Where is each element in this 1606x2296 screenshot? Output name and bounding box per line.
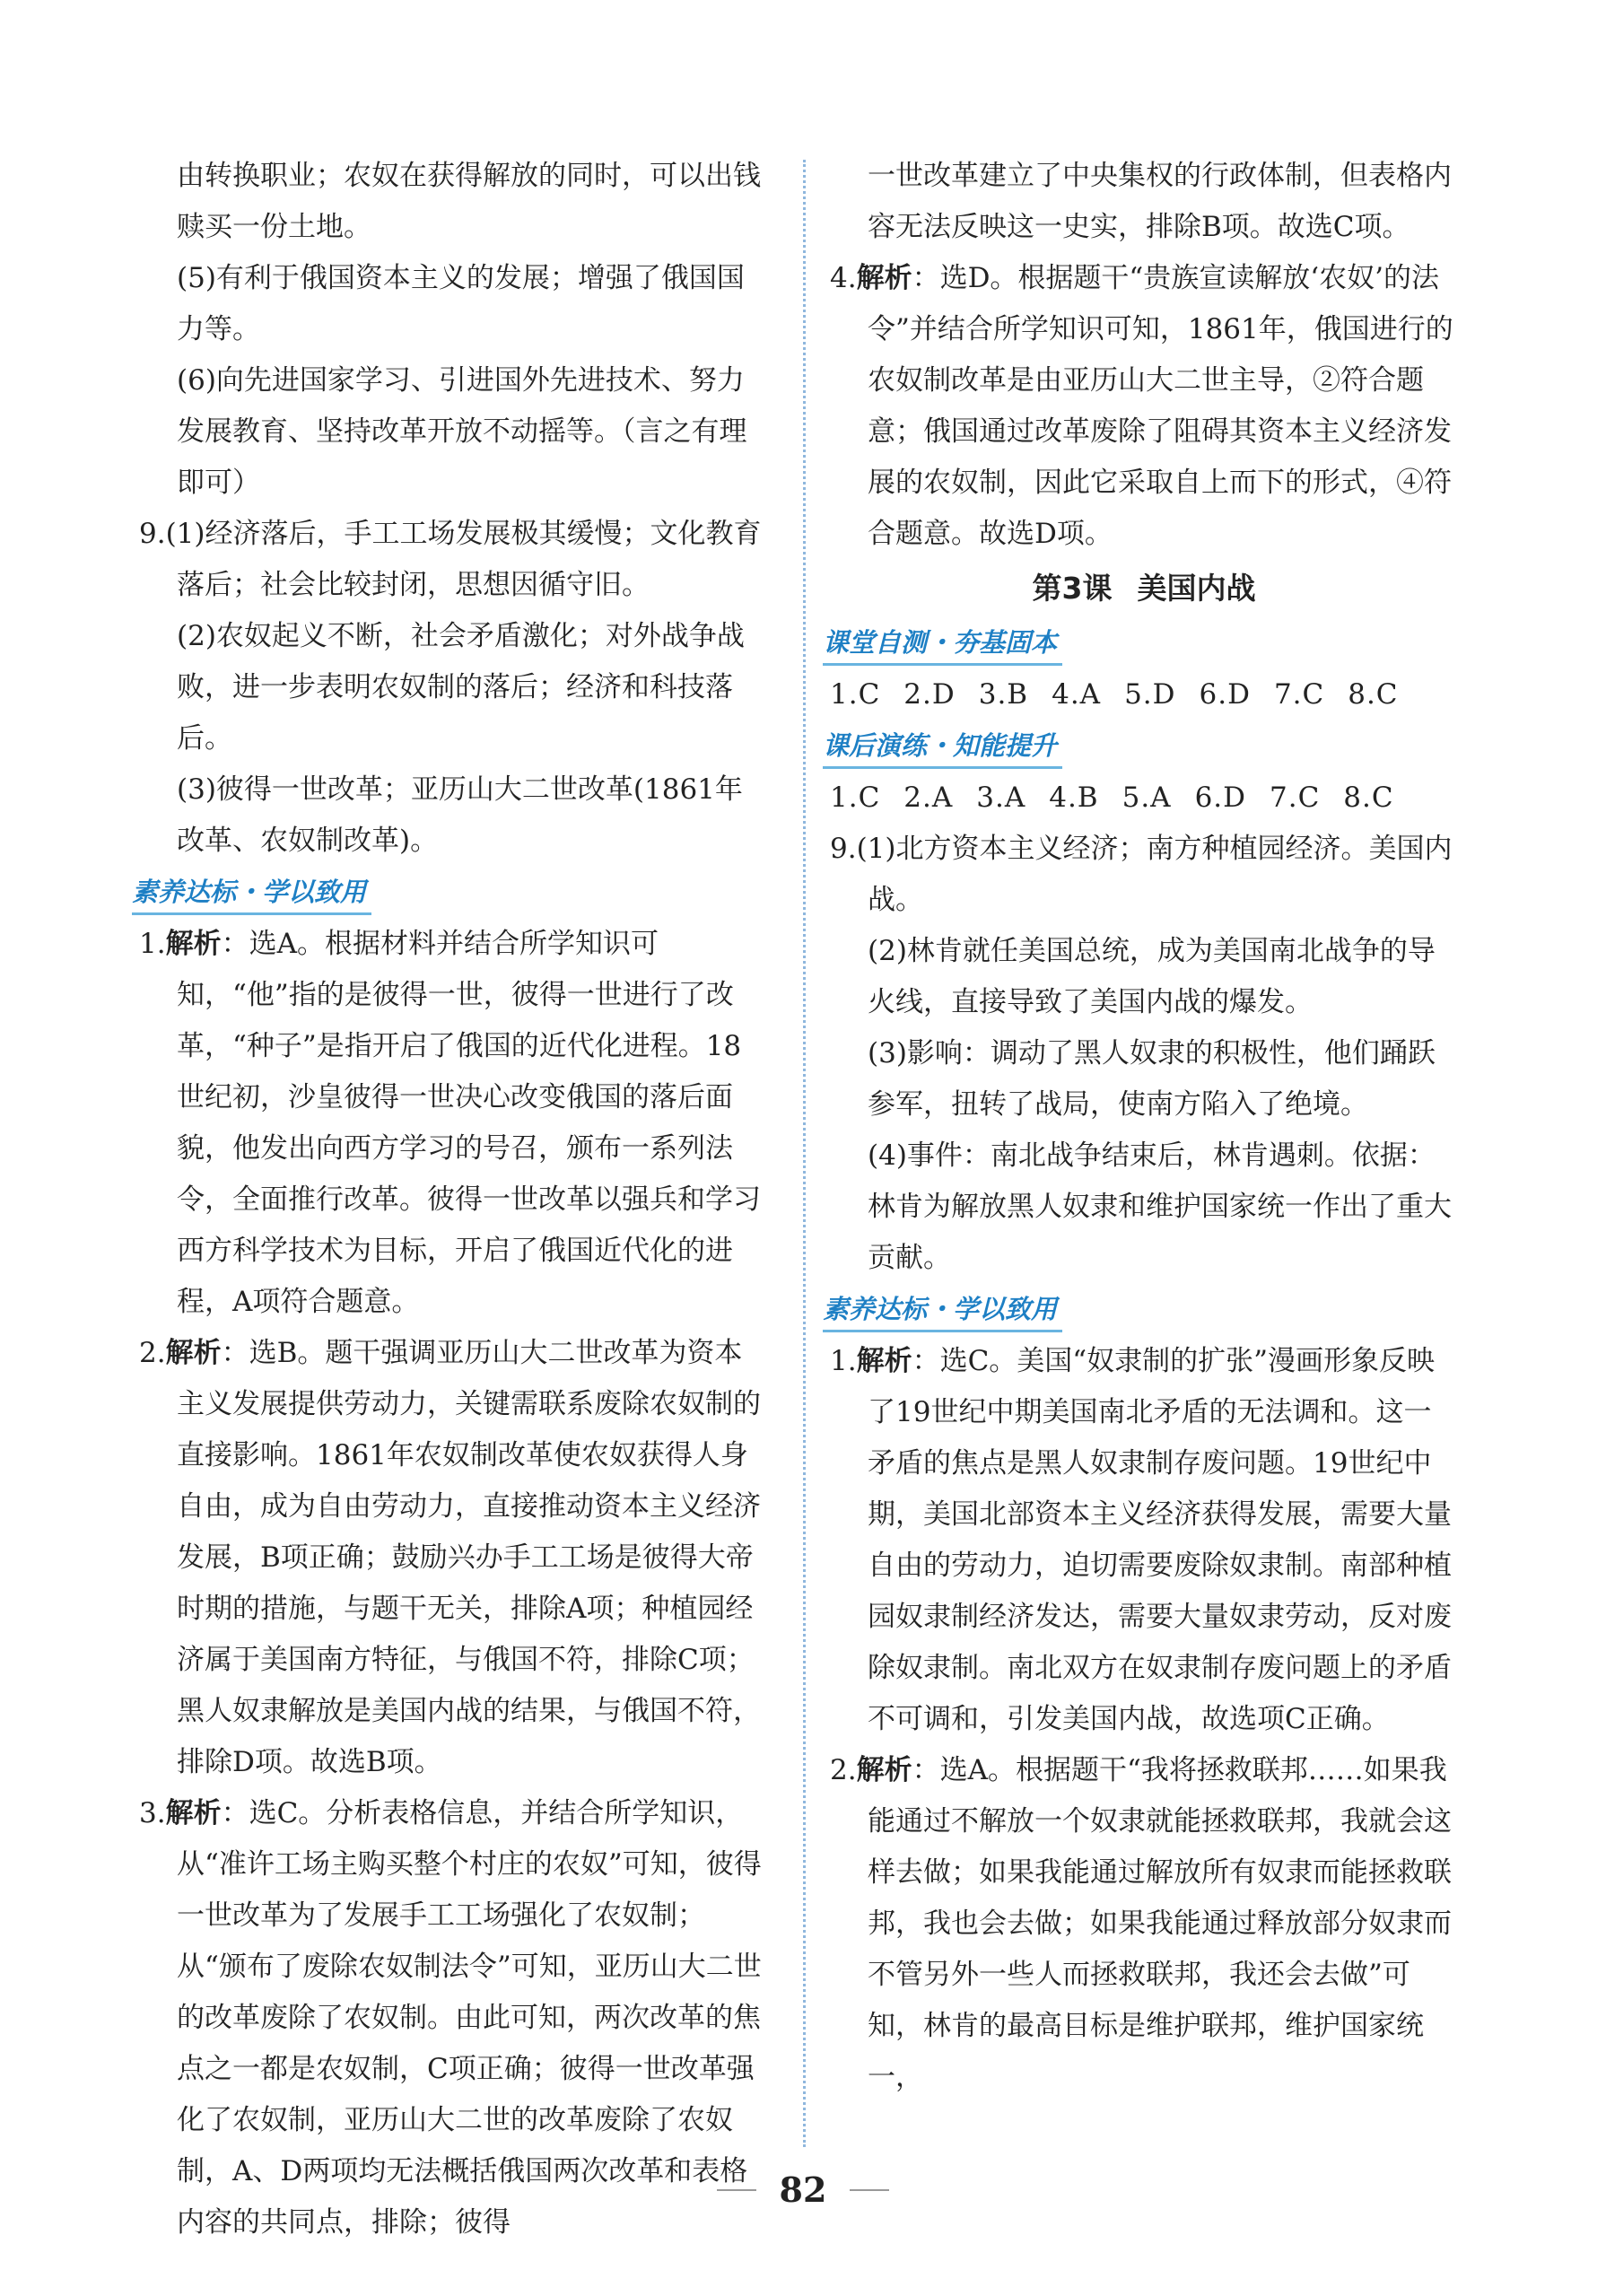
section-heading: 素养达标・学以致用: [823, 1288, 1062, 1332]
analysis-3: 3.解析：选C。分析表格信息，并结合所学知识，从“准许工场主购买整个村庄的农奴”可知，彼得一世改革为了发展手工工场强化了农奴制；从“颁布了废除农奴制法令”可知，亚历山大二世的改革废除了农奴制。由此可知，两次改革的焦点之一都是农奴制，C项正确；彼得一世改革强化了农奴制，亚历山大二世的改革废除了农奴制，A、D两项均无法概括俄国两次改革和表格内容的共同点，排除；彼得: [139, 1797, 762, 2239]
left-column: [132, 151, 767, 2248]
section-heading: 素养达标・学以致用: [132, 871, 371, 915]
column-divider: [803, 160, 806, 2147]
text-paragraph: (5)有利于俄国资本主义的发展；增强了俄国国力等。: [177, 262, 745, 345]
lesson-title: 第3课 美国内战: [1032, 571, 1256, 606]
analysis-4: 4.解析：选D。根据题干“贵族宣读解放‘农奴’的法令”并结合所学知识可知，1861年，俄国进行的农奴制改革是由亚历山大二世主导，②符合题意；俄国通过改革废除了阻碍其资本主义经济发展的农奴制，因此它采取自上而下的形式，④符合题意。故选D项。: [830, 262, 1453, 550]
section-heading: 课后演练・知能提升: [823, 725, 1062, 769]
question-9-part-3: (3)影响：调动了黑人奴隶的积极性，他们踊跃参军，扭转了战局，使南方陷入了绝境。: [868, 1037, 1436, 1121]
text-paragraph: (6)向先进国家学习、引进国外先进技术、努力发展教育、坚持改革开放不动摇等。（言之有理即可）: [177, 364, 747, 499]
answer-row: 1.C 2.A 3.A 4.B 5.A 6.D 7.C 8.C: [830, 781, 1394, 814]
right-column: [823, 151, 1458, 2103]
page-footer: [0, 2169, 1606, 2210]
question-9-part-4: (4)事件：南北战争结束后，林肯遇刺。依据：林肯为解放黑人奴隶和维护国家统一作出了重大贡献。: [868, 1139, 1452, 1274]
question-9-part-1: 9.(1)经济落后，手工工场发展极其缓慢；文化教育落后；社会比较封闭，思想因循守旧。: [139, 518, 762, 601]
section-heading: 课堂自测・夯基固本: [823, 622, 1062, 666]
analysis-2: 2.解析：选B。题干强调亚历山大二世改革为资本主义发展提供劳动力，关键需联系废除农奴制的直接影响。1861年农奴制改革使农奴获得人身自由，成为自由劳动力，直接推动资本主义经济发展，B项正确；鼓励兴办手工工场是彼得大帝时期的措施，与题干无关，排除A项；种植园经济属于美国南方特征，与俄国不符，排除C项；黑人奴隶解放是美国内战的结果，与俄国不符，排除D项。故选B项。: [139, 1337, 761, 1778]
question-9-part-1: 9.(1)北方资本主义经济；南方种植园经济。美国内战。: [830, 833, 1453, 916]
page-number: 82: [779, 2169, 827, 2210]
analysis-1: 1.解析：选C。美国“奴隶制的扩张”漫画形象反映了19世纪中期美国南北矛盾的无法调和。这一矛盾的焦点是黑人奴隶制存废问题。19世纪中期，美国北部资本主义经济获得发展，需要大量自由的劳动力，迫切需要废除奴隶制。南部种植园奴隶制经济发达，需要大量奴隶劳动，反对废除奴隶制。南北双方在奴隶制存废问题上的矛盾不可调和，引发美国内战，故选项C正确。: [830, 1345, 1452, 1735]
analysis-1: 1.解析：选A。根据材料并结合所学知识可知，“他”指的是彼得一世，彼得一世进行了改革，“种子”是指开启了俄国的近代化进程。18世纪初，沙皇彼得一世决心改变俄国的落后面貌，他发出向西方学习的号召，颁布一系列法令，全面推行改革。彼得一世改革以强兵和学习西方科学技术为目标，开启了俄国近代化的进程，A项符合题意。: [139, 928, 761, 1318]
question-9-part-2: (2)农奴起义不断，社会矛盾激化；对外战争战败，进一步表明农奴制的落后；经济和科技落后。: [177, 620, 745, 755]
text-paragraph: 一世改革建立了中央集权的行政体制，但表格内容无法反映这一史实，排除B项。故选C项。: [868, 160, 1452, 243]
footer-rule: [717, 2189, 756, 2191]
answer-row: 1.C 2.D 3.B 4.A 5.D 6.D 7.C 8.C: [830, 678, 1399, 711]
analysis-2: 2.解析：选A。根据题干“我将拯救联邦……如果我能通过不解放一个奴隶就能拯救联邦，我就会这样去做；如果我能通过解放所有奴隶而能拯救联邦，我也会去做；如果我能通过释放部分奴隶而不管另外一些人而拯救联邦，我还会去做”可知，林肯的最高目标是维护联邦，维护国家统一，: [830, 1754, 1452, 2093]
question-9-part-2: (2)林肯就任美国总统，成为美国南北战争的导火线，直接导致了美国内战的爆发。: [868, 935, 1436, 1018]
footer-rule: [850, 2189, 889, 2191]
question-9-part-3: (3)彼得一世改革；亚历山大二世改革(1861年改革、农奴制改革)。: [177, 773, 743, 857]
text-paragraph: 由转换职业；农奴在获得解放的同时，可以出钱赎买一份土地。: [177, 160, 761, 243]
